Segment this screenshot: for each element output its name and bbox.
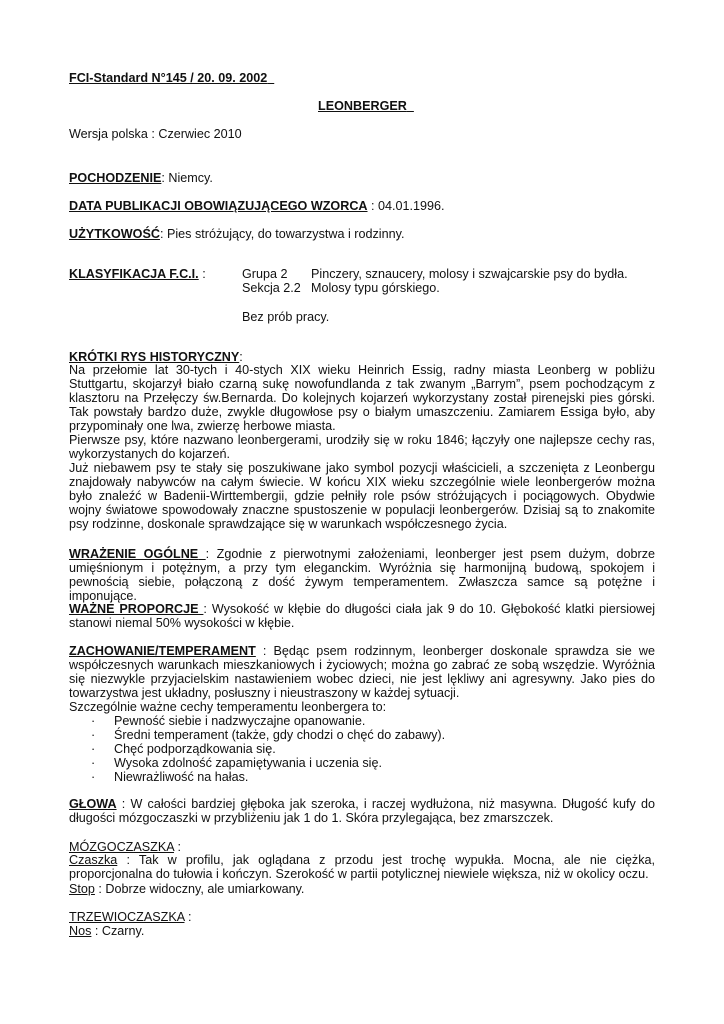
skull-paragraph: Czaszka : Tak w profilu, jak oglądana z przodu jest trochę wypukła. Mocna, ale nie ciężka, proporcjonalna do tułowia i kończyn. Szerokość w partii potylicznej niewiele większa, niż w okolicy oczu. <box>69 853 655 881</box>
skull-label: Czaszka <box>69 853 118 867</box>
nose-label: Nos <box>69 924 92 938</box>
history-heading: KRÓTKI RYS HISTORYCZNY: <box>69 350 243 364</box>
nose-line: Nos : Czarny. <box>69 924 145 938</box>
proportions-paragraph: WAŻNE PROPORCJE : Wysokość w kłębie do długości ciała jak 9 do 10. Głębokość klatki piersiowej stanowi niemal 50% wysokości w kłębie. <box>69 602 655 630</box>
origin-value: : Niemcy. <box>161 171 213 185</box>
list-item: · Średni temperament (także, gdy chodzi o chęć do zabawy). <box>91 728 446 742</box>
history-paragraph-2: Pierwsze psy, które nazwano leonbergerami, urodziły się w roku 1846; łączyły one najlepsze cechy ras, wykorzystanych do kojarzeń. <box>69 433 655 461</box>
group-key: Grupa 2 <box>242 267 288 281</box>
history-paragraph-1: Na przełomie lat 30-tych i 40-stych XIX wieku Heinrich Essig, radny miasta Leonberg w pobliżu Stuttgartu, skojarzył biało czarną sukę nowofundlanda z tak zwanym „Barrym”, psem pochodzącym z klasztoru na Przełęczy św.Bernarda. Do kolejnych kojarzeń wykorzystany został pirenejski pies górski. Tak powstały bardzo duże, zwykle długowłose psy o białym umaszczeniu. Zamiarem Essiga było, aby przypominały one lwa, zwierzę herbowe miasta. <box>69 363 655 433</box>
origin-line <box>69 171 213 185</box>
cranial-heading: MÓZGOCZASZKA : <box>69 840 181 854</box>
utility-line <box>69 227 404 241</box>
section-key: Sekcja 2.2 <box>242 281 301 295</box>
impression-paragraph: WRAŻENIE OGÓLNE : Zgodnie z pierwotnymi założeniami, leonberger jest psem dużym, dobrze umięśnionym i potężnym, a przy tym eleganckim. Wyróżnia się harmonijną budową, spokojem i pewnością siebie, połączoną z dość żywym temperamentem. Zwłaszcza samce są potężne i imponujące. <box>69 547 656 603</box>
classification-label: KLASYFIKACJA F.C.I. <box>69 267 199 281</box>
list-item: · Pewność siebie i nadzwyczajne opanowanie. <box>91 714 366 728</box>
stop-label: Stop <box>69 882 95 896</box>
origin-label: POCHODZENIE <box>69 171 162 185</box>
behaviour-label: ZACHOWANIE/TEMPERAMENT <box>69 644 256 658</box>
standard-number: FCI-Standard N°145 / 20. 09. 2002 <box>69 71 268 85</box>
list-item: · Wysoka zdolność zapamiętywania i uczenia się. <box>91 756 382 770</box>
behaviour-paragraph: ZACHOWANIE/TEMPERAMENT : Będąc psem rodzinnym, leonberger doskonale sprawdza sie we współczesnych warunkach mieszkaniowych i życiowych; można go zabrać ze sobą wszędzie. Wyróżnia się niezwykle przyjacielskim nastawieniem wobec dzieci, nie jest lękliwy ani agresywny. Jako pies do towarzystwa jest układny, posłuszny i nieustraszony w każdej sytuacji. <box>69 644 655 700</box>
group-value: Pinczery, sznaucery, molosy i szwajcarskie psy do bydła. <box>311 267 628 281</box>
publication-value: : 04.01.1996. <box>367 199 445 213</box>
proportions-label: WAŻNE PROPORCJE <box>69 602 199 616</box>
history-paragraph-3: Już niebawem psy te stały się poszukiwane jako symbol pozycji właścicieli, a szczenięta z Leonbergu znajdowały nabywców na całym świecie. W końcu XIX wieku szczególnie wiele leonbergerów można było znaleźć w Badenii-Wirttembergii, gdzie pełniły role psów stróżujących i pociągowych. Obydwie wojny światowe spowodowały znaczne spustoszenie w populacji leonbergerów. Dzisiaj są to znakomite psy rodzinne, doskonale sprawdzające się w warunkach współczesnego życia. <box>69 461 655 531</box>
classification-line: KLASYFIKACJA F.C.I. : <box>69 267 206 281</box>
utility-value: : Pies stróżujący, do towarzystwa i rodzinny. <box>159 227 405 241</box>
list-item: · Niewrażliwość na hałas. <box>91 770 249 784</box>
head-paragraph: GŁOWA : W całości bardziej głęboka jak szeroka, i raczej wydłużona, niż masywna. Długość kufy do długości mózgoczaszki w przybliżeniu jak 1 do 1. Skóra przylegająca, bez zmarszczek. <box>69 797 655 825</box>
behaviour-intro: Szczególnie ważne cechy temperamentu leonbergera to: <box>69 700 387 714</box>
list-item: · Chęć podporządkowania się. <box>91 742 276 756</box>
facial-heading: TRZEWIOCZASZKA : <box>69 910 192 924</box>
utility-label: UŻYTKOWOŚĆ <box>69 227 160 241</box>
work-trial: Bez prób pracy. <box>242 310 330 324</box>
breed-title: LEONBERGER <box>318 99 407 113</box>
publication-label: DATA PUBLIKACJI OBOWIĄZUJĄCEGO WZORCA <box>69 199 368 213</box>
head-label: GŁOWA <box>69 797 117 811</box>
temperament-list <box>69 714 445 784</box>
section-value: Molosy typu górskiego. <box>311 281 440 295</box>
publication-line <box>69 199 445 213</box>
version-line: Wersja polska : Czerwiec 2010 <box>69 127 242 141</box>
stop-line: Stop : Dobrze widoczny, ale umiarkowany. <box>69 882 305 896</box>
impression-label: WRAŻENIE OGÓLNE <box>69 547 199 561</box>
